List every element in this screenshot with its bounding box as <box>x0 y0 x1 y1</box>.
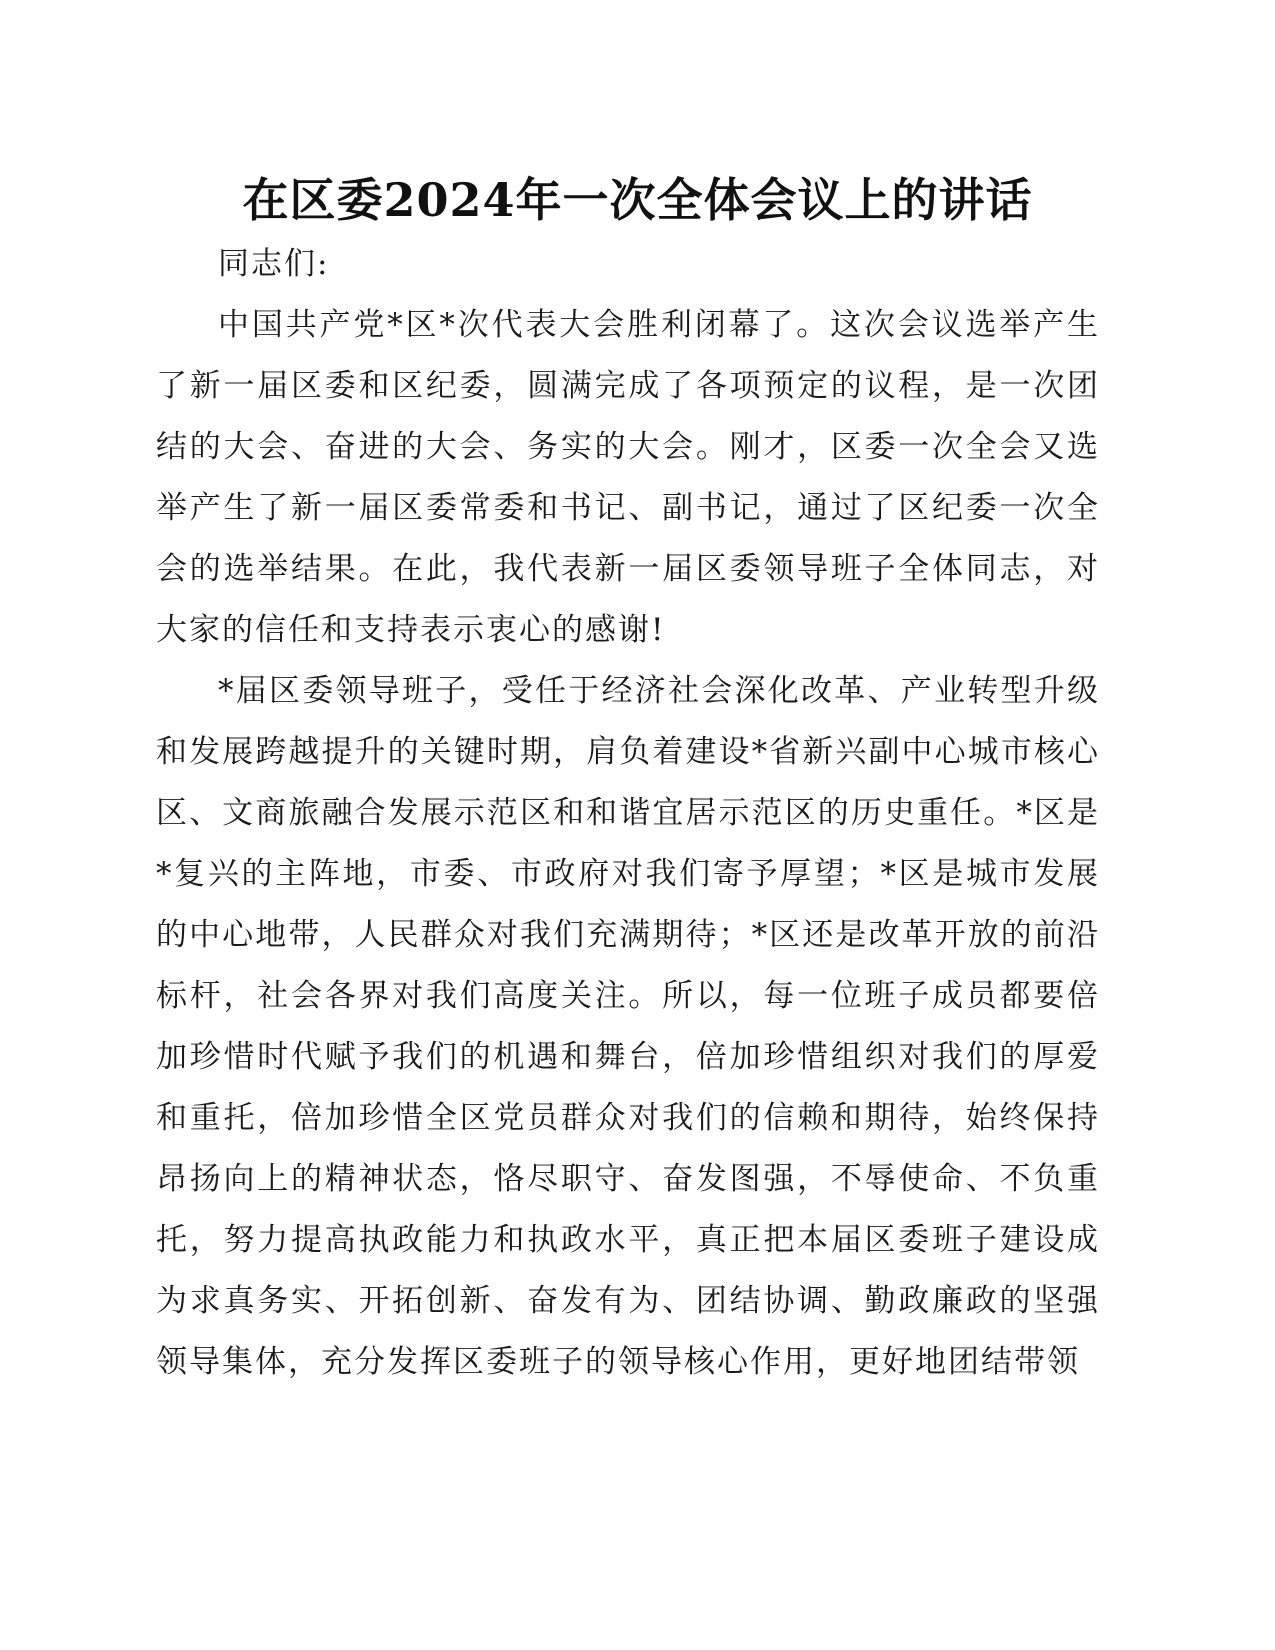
paragraph-2: *届区委领导班子，受任于经济社会深化改革、产业转型升级和发展跨越提升的关键时期，肩负着建设*省新兴副中心城市核心区、文商旅融合发展示范区和和谐宜居示范区的历史重任。*区是*复兴的主阵地，市委、市政府对我们寄予厚望；*区是城市发展的中心地带，人民群众对我们充满期待；*区还是改革开放的前沿标杆，社会各界对我们高度关注。所以，每一位班子成员都要倍加珍惜时代赋予我们的机遇和舞台，倍加珍惜组织对我们的厚爱和重托，倍加珍惜全区党员群众对我们的信赖和期待，始终保持昂扬向上的精神状态，恪尽职守、奋发图强，不辱使命、不负重托，努力提高执政能力和执政水平，真正把本届区委班子建设成为求真务实、开拓创新、奋发有为、团结协调、勤政廉政的坚强领导集体，充分发挥区委班子的领导核心作用，更好地团结带领 <box>156 673 1100 1380</box>
paragraph-1: 中国共产党*区*次代表大会胜利闭幕了。这次会议选举产生了新一届区委和区纪委，圆满完成了各项预定的议程，是一次团结的大会、奋进的大会、务实的大会。刚才，区委一次全会又选举产生了新一届区委常委和书记、副书记，通过了区纪委一次全会的选举结果。在此，我代表新一届区委领导班子全体同志，对大家的信任和支持表示衷心的感谢! <box>156 307 1100 648</box>
salutation: 同志们: <box>218 246 330 282</box>
document-title: 在区委2024年一次全体会议上的讲话 <box>242 173 1033 227</box>
document-body <box>156 234 1100 1393</box>
